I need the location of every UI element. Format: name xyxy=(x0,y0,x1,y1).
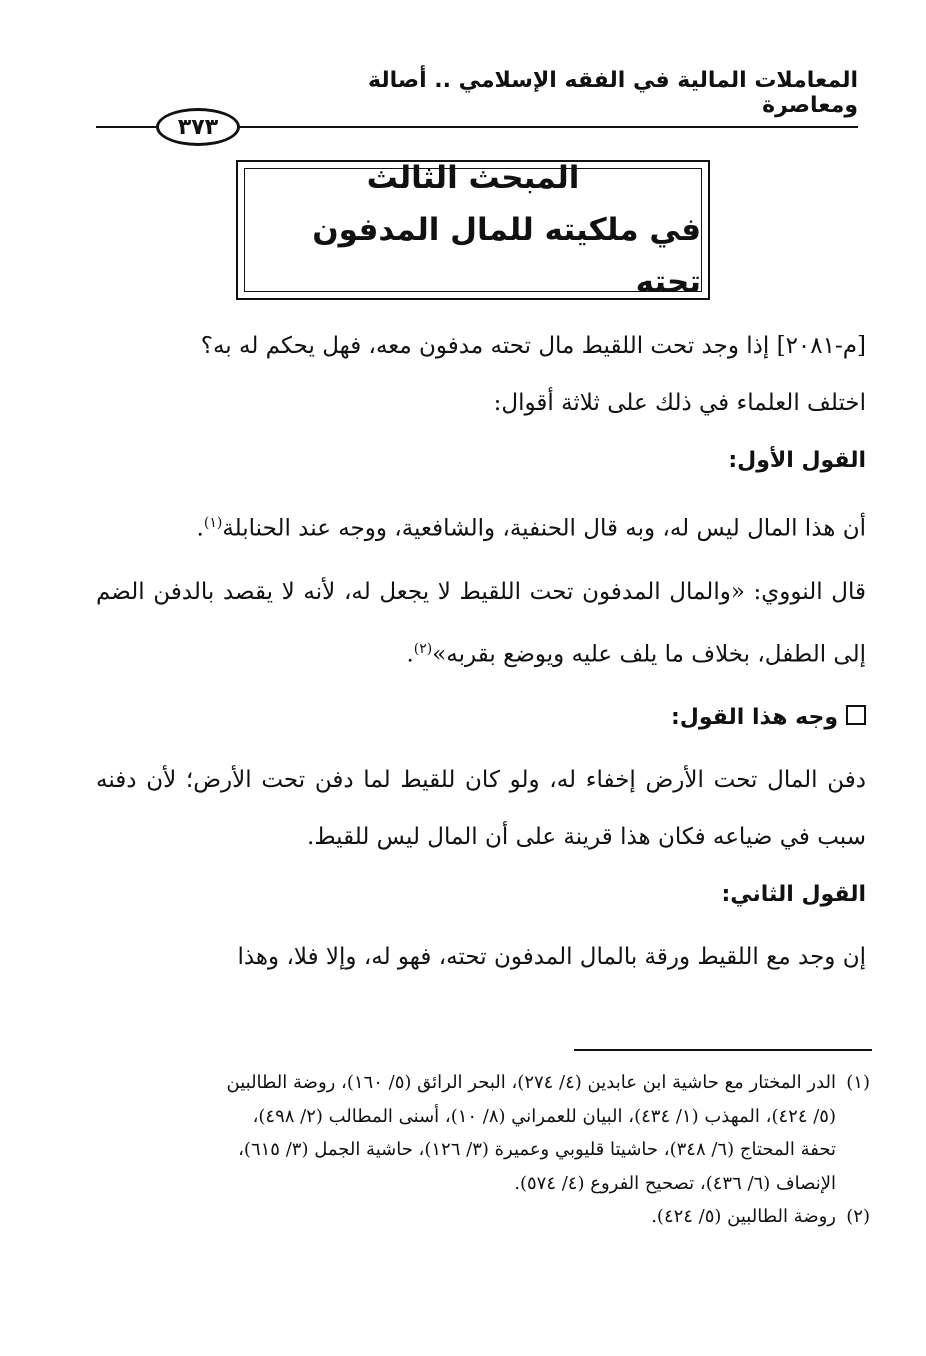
square-bullet-icon xyxy=(846,705,866,725)
body-text xyxy=(96,318,866,986)
page-number: ٣٧٣ xyxy=(177,114,219,140)
first-opinion-end: . xyxy=(196,515,204,542)
page-number-badge xyxy=(156,108,240,146)
second-opinion-heading: القول الثاني: xyxy=(721,882,866,908)
footnote-1-number: (١) xyxy=(846,1072,870,1093)
running-header: المعاملات المالية في الفقه الإسلامي .. أصالة ومعاصرة xyxy=(367,68,858,118)
issue-paragraph: [م-٢٠٨١] إذا وجد تحت اللقيط مال تحته مدفون معه، فهل يحكم له به؟ xyxy=(200,333,866,359)
chapter-title: المبحث الثالث xyxy=(366,160,580,196)
footnote-1-text-1: الدر المختار مع حاشية ابن عابدين (٤/ ٢٧٤)، البحر الرائق (٥/ ١٦٠)، روضة الطالبين xyxy=(226,1072,836,1093)
footnote-1-line-2: (٥/ ٤٢٤)، المهذب (١/ ٤٣٤)، البيان للعمراني (٨/ ١٠)، أسنى المطالب (٢/ ٤٩٨)، xyxy=(252,1105,836,1127)
reason-heading-line xyxy=(96,689,866,746)
chapter-subtitle: في ملكيته للمال المدفون تحته xyxy=(312,212,701,300)
footnote-separator xyxy=(574,1049,872,1051)
reason-paragraph: دفن المال تحت الأرض إخفاء له، ولو كان للقيط لما دفن تحت الأرض؛ لأن دفنه سبب في ضياعه فكان هذا قرينة على أن المال ليس للقيط. xyxy=(96,767,866,851)
footnote-ref-2: (٢) xyxy=(413,640,433,657)
footnote-ref-1: (١) xyxy=(203,515,223,531)
chapter-title-frame xyxy=(244,160,702,300)
footnotes xyxy=(100,1066,870,1234)
first-opinion-heading: القول الأول: xyxy=(728,448,866,473)
first-opinion-paragraph xyxy=(96,495,866,558)
footnote-1-line-3: تحفة المحتاج (٦/ ٣٤٨)، حاشيتا قليوبي وعميرة (٣/ ١٢٦)، حاشية الجمل (٣/ ٦١٥)، xyxy=(238,1139,836,1160)
nawawi-end: . xyxy=(406,641,414,668)
second-opinion-paragraph: إن وجد مع اللقيط ورقة بالمال المدفون تحته، فهو له، وإلا فلا، وهذا xyxy=(237,944,866,971)
first-opinion-text: أن هذا المال ليس له، وبه قال الحنفية، والشافعية، ووجه عند الحنابلة xyxy=(222,515,866,542)
reason-heading: وجه هذا القول: xyxy=(670,705,838,731)
footnote-2 xyxy=(100,1200,870,1234)
chapter-title-box xyxy=(236,160,710,300)
nawawi-quote: قال النووي: «والمال المدفون تحت اللقيط لا يجعل له، لأنه لا يقصد بالدفن الضم إلى الطفل، بخلاف ما يلف عليه ويوضع بقربه» xyxy=(96,578,866,668)
nawawi-quote-paragraph xyxy=(96,564,866,684)
footnote-2-number: (٢) xyxy=(846,1206,870,1227)
footnote-2-text: روضة الطالبين (٥/ ٤٢٤). xyxy=(651,1206,836,1227)
footnote-1 xyxy=(100,1066,870,1200)
footnote-1-line-4: الإنصاف (٦/ ٤٣٦)، تصحيح الفروع (٤/ ٥٧٤). xyxy=(514,1172,836,1194)
intro-paragraph: اختلف العلماء في ذلك على ثلاثة أقوال: xyxy=(493,390,866,416)
footnote-1-line-1 xyxy=(100,1066,870,1100)
